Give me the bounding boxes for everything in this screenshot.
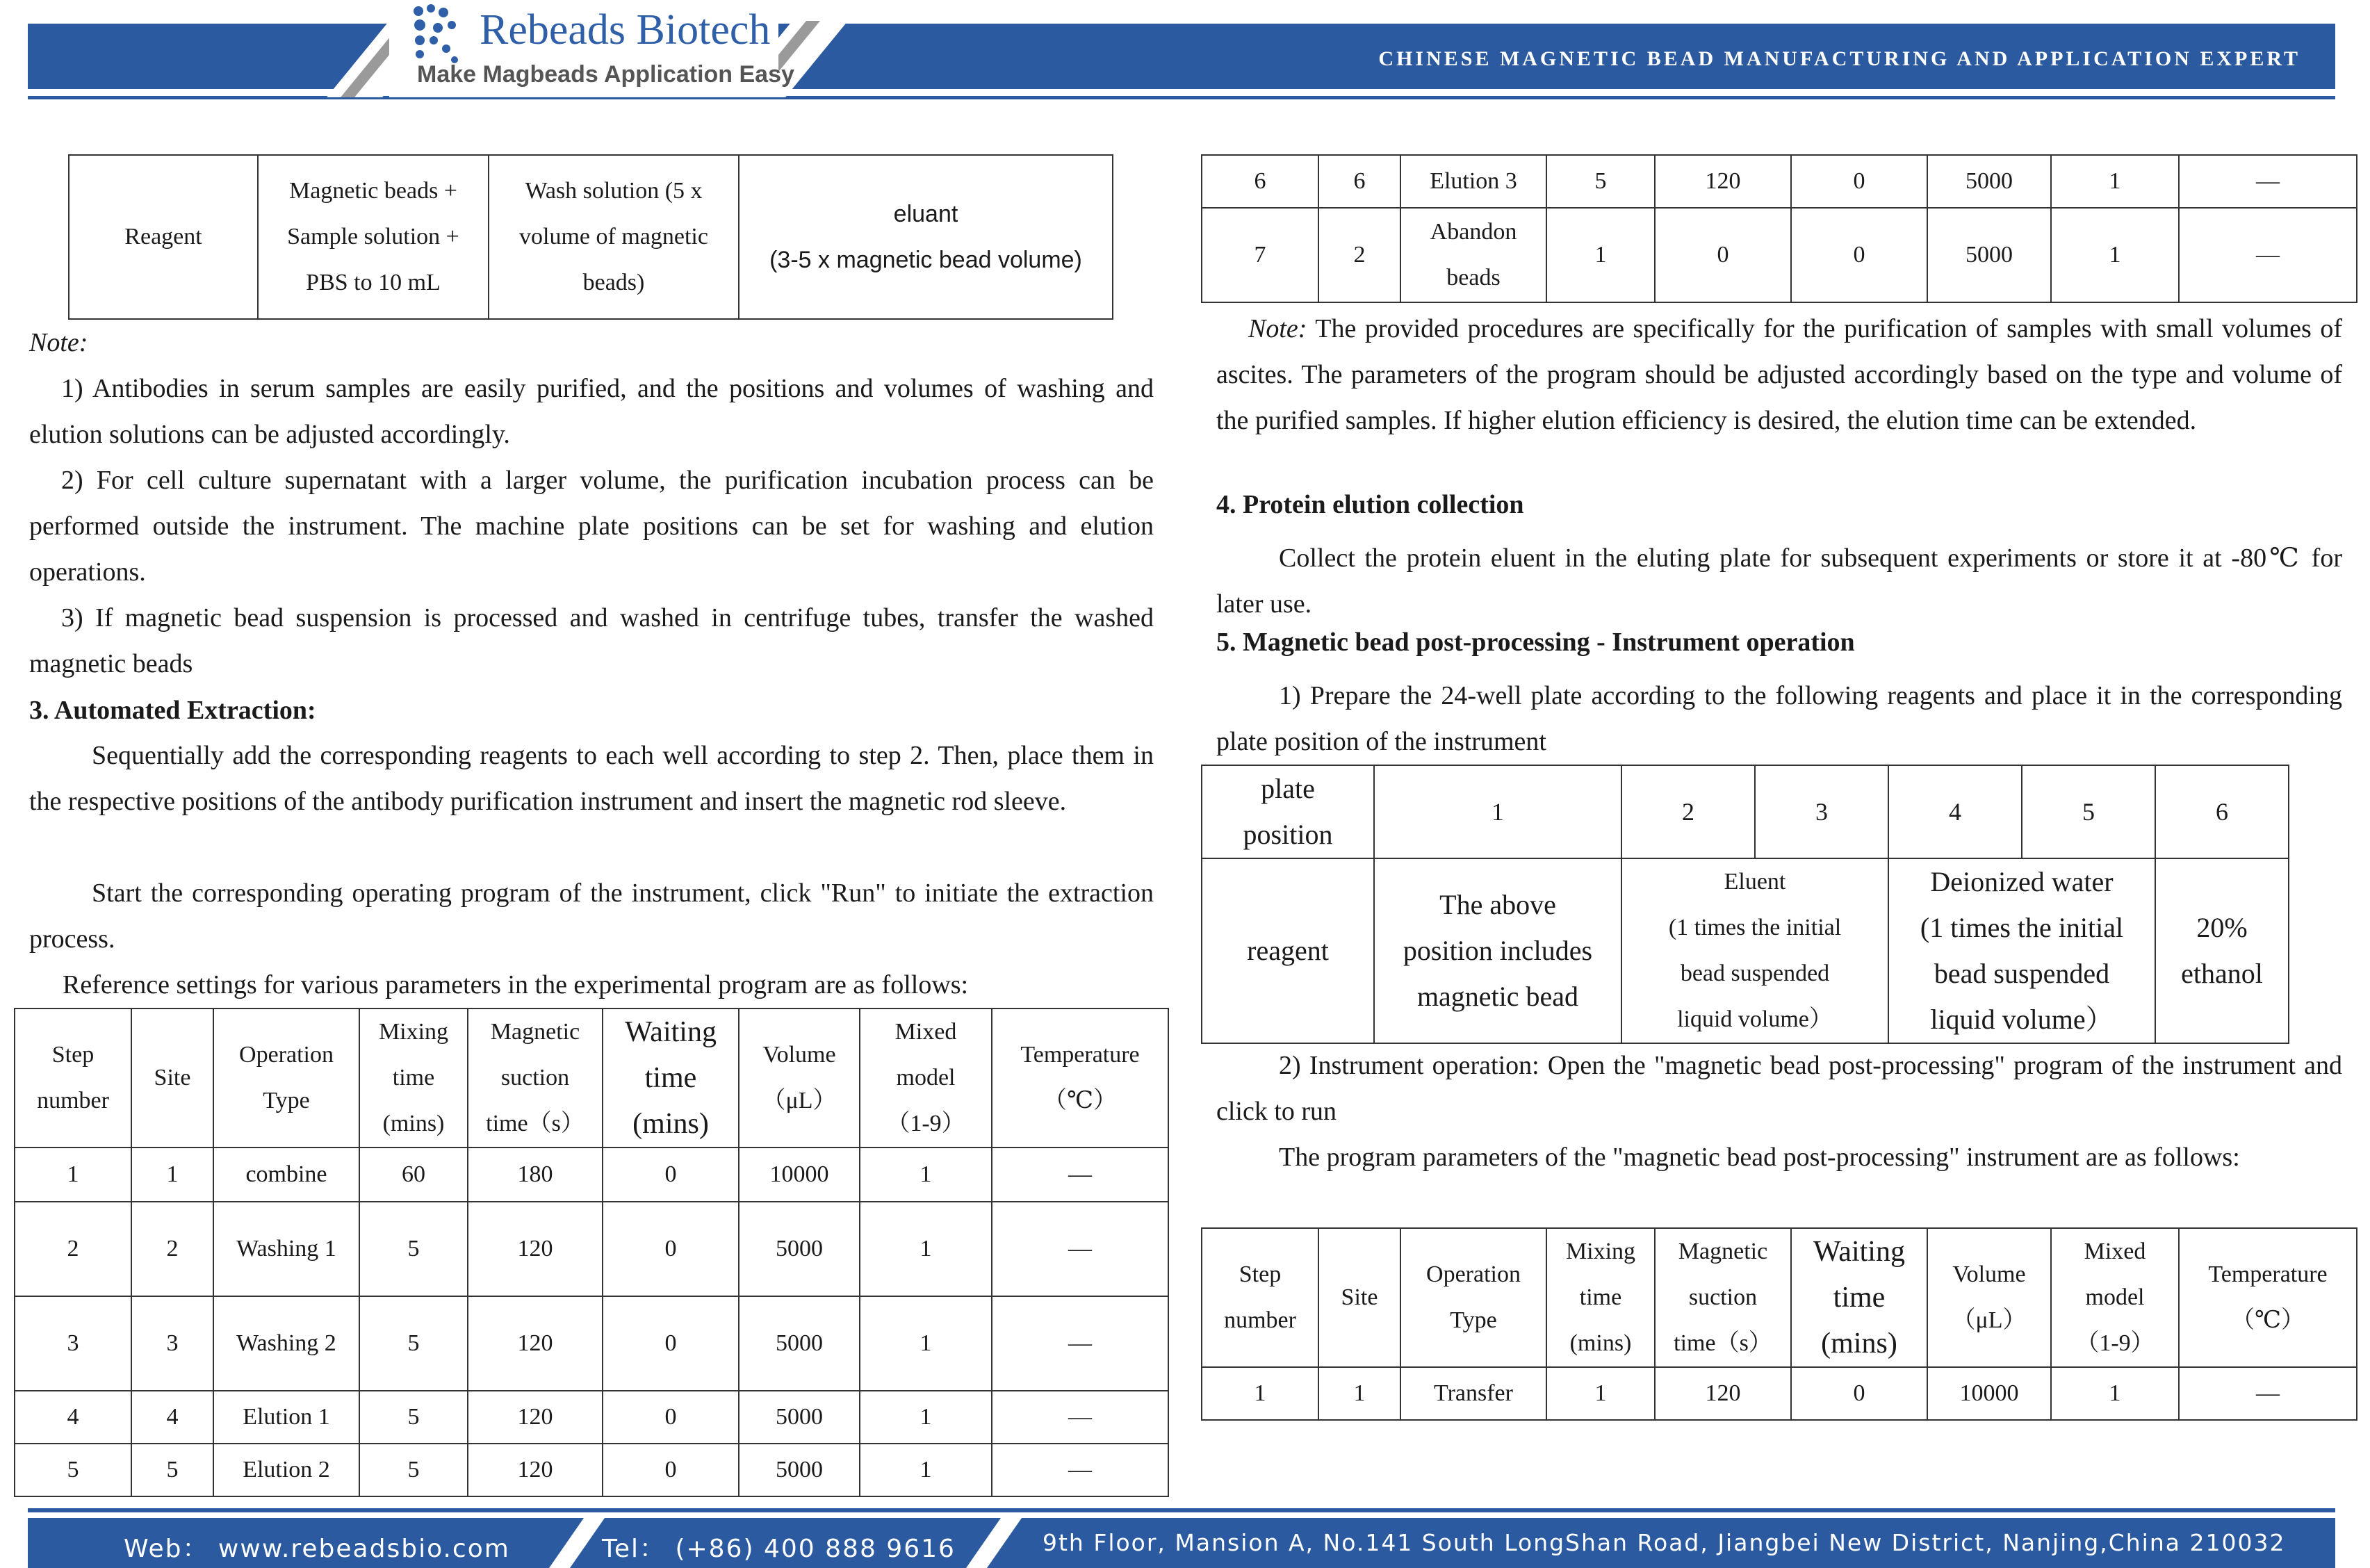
note-ascites: Note: The provided procedures are specifically for the purification of samples with small volumes of ascites. The parameters of the program should be adjusted accordingly based on the type and volume of the purified samples. If higher elution efficiency is desired, the elution time can be extended. bbox=[1216, 314, 2342, 435]
table-header-row: Step number Site Operation Type Mixing time (mins) Magnetic suction time（s） Waiting time (mins) Volume （μL） Mixed model （1-9） Temperature （℃） bbox=[1202, 1228, 2357, 1367]
table-row: 2 2 Washing 1 5 120 0 5000 1 — bbox=[15, 1202, 1168, 1296]
header-slogan: CHINESE MAGNETIC BEAD MANUFACTURING AND APPLICATION EXPERT bbox=[1378, 47, 2300, 70]
table-row: 3 3 Washing 2 5 120 0 5000 1 — bbox=[15, 1296, 1168, 1391]
th-operation-type: Operation Type bbox=[213, 1008, 359, 1148]
plate-reagent-2-3: Eluent (1 times the initial bead suspended liquid volume） bbox=[1621, 858, 1888, 1043]
reagent-col-wash: Wash solution (5 x volume of magnetic beads) bbox=[489, 155, 739, 319]
page-header bbox=[0, 0, 2370, 104]
parameter-table-extraction bbox=[14, 1008, 1169, 1497]
th-magnetic-suction: Magnetic suction time（s） bbox=[468, 1008, 603, 1148]
table-row: 7 2 Abandon beads 1 0 0 5000 1 — bbox=[1202, 208, 2357, 302]
company-tagline: Make Magbeads Application Easy bbox=[417, 61, 794, 88]
plate-header-row: plate position 1 2 3 4 5 6 bbox=[1202, 765, 2289, 858]
page-footer bbox=[0, 1515, 2370, 1568]
th-mixed-model: Mixed model （1-9） bbox=[860, 1008, 992, 1148]
footer-address: 9th Floor, Mansion A, No.141 South LongShan Road, Jiangbei New District, Nanjing,China 210032 bbox=[1043, 1529, 2286, 1556]
paragraph-collect-eluent: Collect the protein eluent in the eluting plate for subsequent experiments or store it at -80℃ for later use. bbox=[1216, 544, 2342, 619]
plate-reagent-1: The above position includes magnetic bead bbox=[1374, 858, 1621, 1043]
footer-rule bbox=[28, 1508, 2335, 1512]
reagent-table bbox=[68, 154, 1113, 320]
heading-automated-extraction: 3. Automated Extraction: bbox=[29, 696, 316, 725]
paragraph-program-parameters: The program parameters of the "magnetic bead post-processing" instrument are as follows: bbox=[1279, 1143, 2240, 1172]
th-mixing-time: Mixing time (mins) bbox=[359, 1008, 468, 1148]
th-step-number: Step number bbox=[15, 1008, 131, 1148]
reagent-col-sample: Magnetic beads + Sample solution + PBS to 10 mL bbox=[258, 155, 489, 319]
table-row: 6 6 Elution 3 5 120 0 5000 1 — bbox=[1202, 155, 2357, 208]
parameter-table-extraction-continued bbox=[1201, 154, 2357, 303]
table-row: 1 1 Transfer 1 120 0 10000 1 — bbox=[1202, 1367, 2357, 1420]
plate-position-label: plate position bbox=[1202, 765, 1374, 858]
note-2: 2) For cell culture supernatant with a larger volume, the purification incubation process can be performed outside the instrument. The machine plate positions can be set for washing and elution operations. bbox=[29, 466, 1154, 587]
plate-reagent-row bbox=[1202, 858, 2289, 1043]
th-volume: Volume （μL） bbox=[739, 1008, 860, 1148]
paragraph-instrument-operation: 2) Instrument operation: Open the "magnetic bead post-processing" program of the instrument and click to run bbox=[1216, 1051, 2342, 1126]
th-waiting-time: Waiting time (mins) bbox=[603, 1008, 739, 1148]
note-1: 1) Antibodies in serum samples are easily purified, and the positions and volumes of washing and elution solutions can be adjusted accordingly. bbox=[29, 374, 1154, 449]
plate-reagent-4-5: Deionized water (1 times the initial bead suspended liquid volume） bbox=[1888, 858, 2155, 1043]
paragraph-reference-settings: Reference settings for various parameters in the experimental program are as follows: bbox=[63, 970, 969, 999]
table-row: 4 4 Elution 1 5 120 0 5000 1 — bbox=[15, 1391, 1168, 1444]
heading-post-processing: 5. Magnetic bead post-processing - Instrument operation bbox=[1216, 628, 1855, 657]
th-temperature: Temperature （℃） bbox=[992, 1008, 1168, 1148]
reagent-label: Reagent bbox=[69, 155, 258, 319]
parameter-table-post-processing bbox=[1201, 1227, 2357, 1421]
paragraph-run-program: Start the corresponding operating program of the instrument, click "Run" to initiate the extraction process. bbox=[29, 879, 1154, 954]
paragraph-add-reagents: Sequentially add the corresponding reagents to each well according to step 2. Then, place them in the respective positions of the antibody purification instrument and insert the magnetic rod sleeve. bbox=[29, 741, 1154, 816]
table-header-row bbox=[15, 1008, 1168, 1148]
plate-reagent-6: 20% ethanol bbox=[2155, 858, 2289, 1043]
note-3: 3) If magnetic bead suspension is processed and washed in centrifuge tubes, transfer the washed magnetic beads bbox=[29, 603, 1154, 678]
plate-reagent-label: reagent bbox=[1202, 858, 1374, 1043]
table-row: 1 1 combine 60 180 0 10000 1 — bbox=[15, 1148, 1168, 1202]
footer-phone: Tel： (+86) 400 888 9616 bbox=[602, 1535, 956, 1563]
paragraph-prepare-plate: 1) Prepare the 24-well plate according to the following reagents and place it in the corresponding plate position of the instrument bbox=[1216, 681, 2342, 756]
footer-website: Web： www.rebeadsbio.com bbox=[124, 1535, 510, 1563]
note-label: Note: bbox=[29, 328, 88, 357]
company-name: Rebeads Biotech bbox=[480, 6, 771, 54]
plate-position-table bbox=[1201, 765, 2289, 1044]
table-row: 5 5 Elution 2 5 120 0 5000 1 — bbox=[15, 1444, 1168, 1496]
th-site: Site bbox=[131, 1008, 213, 1148]
reagent-col-eluant: eluant (3-5 x magnetic bead volume) bbox=[739, 155, 1113, 319]
heading-protein-elution: 4. Protein elution collection bbox=[1216, 490, 1524, 519]
